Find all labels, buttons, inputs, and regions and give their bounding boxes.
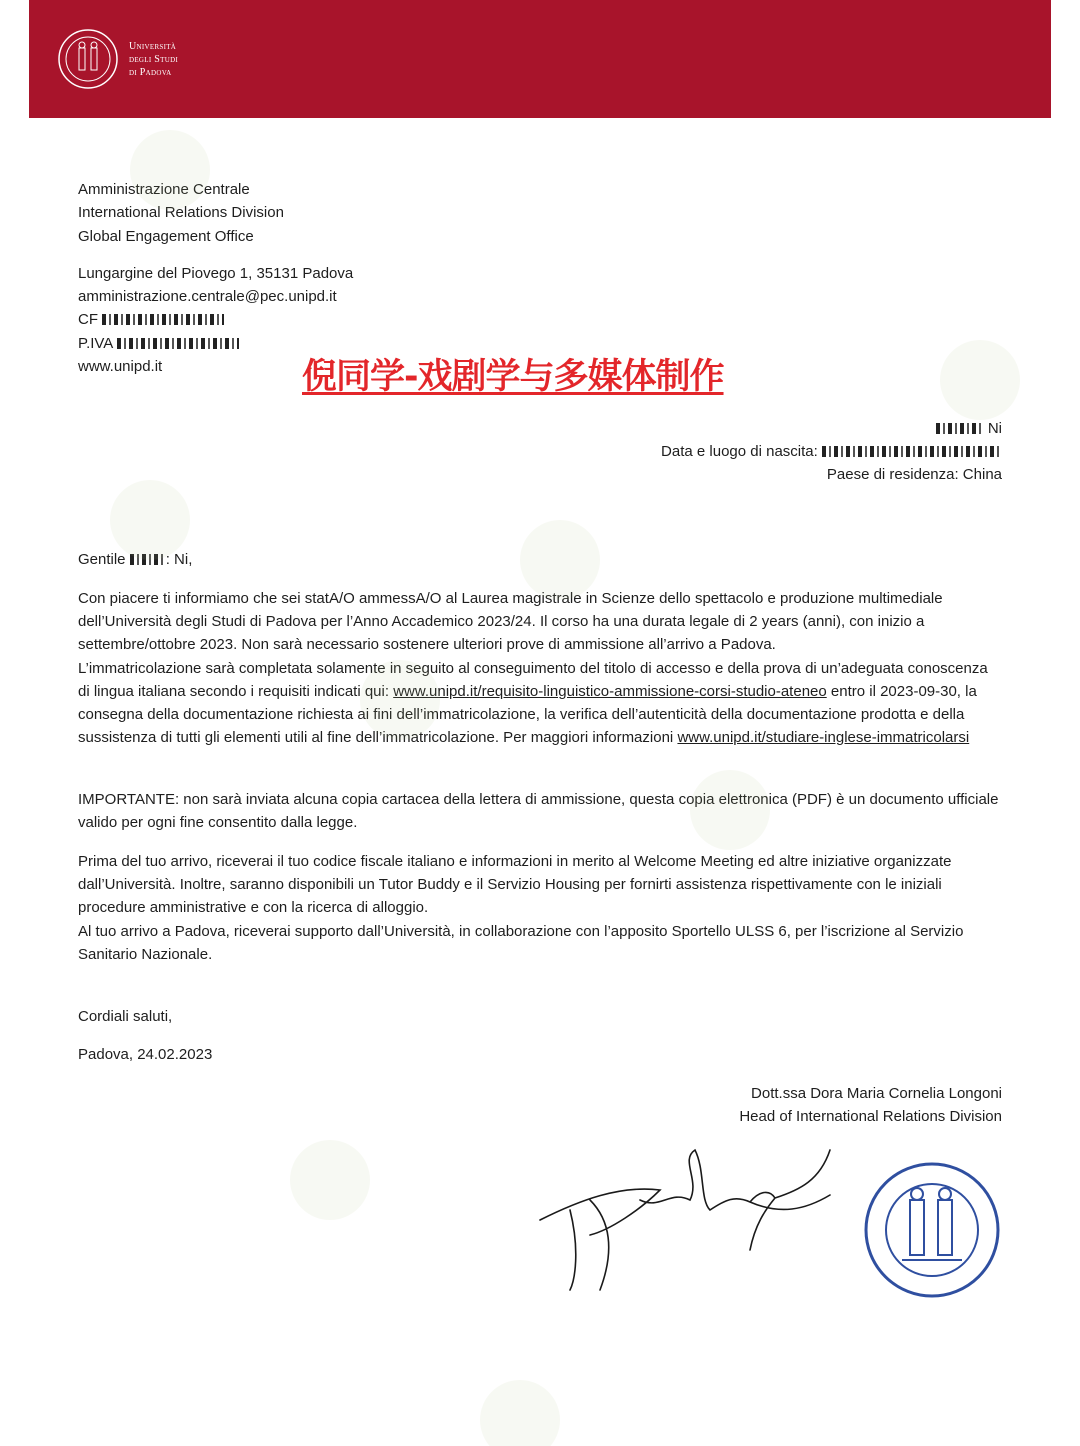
university-wordmark: Università degli Studi di Padova	[129, 41, 179, 78]
sender-cf: CF	[78, 308, 353, 331]
university-seal-stamp-icon	[862, 1160, 1002, 1300]
sender-department-line: Global Engagement Office	[78, 227, 254, 245]
important-paragraph: IMPORTANTE: non sarà inviata alcuna copia cartacea della lettera di ammissione, questa copia elettronica (PDF) è un documento ufficiale valido per ogni fine consentito dalla legge.	[78, 791, 999, 832]
arrival-paragraph: Prima del tuo arrivo, riceverai il tuo codice fiscale italiano e informazioni in merito al Welcome Meeting ed altre iniziative organizzate dall’Università. Inoltre, saranno disponibili un Tutor Buddy e il Servizio Housing per fornirti assistenza rispettivamente con le iniziali procedure amministrative e con la ricerca di alloggio. Al tuo arrivo a Padova, riceverai supporto dall’Università, in collaborazione con l’apposito Sportello ULSS 6, per l’iscrizione al Servizio Sanitario Nazionale.	[78, 853, 964, 963]
university-seal-logo-icon	[57, 28, 119, 90]
admission-paragraph: Con piacere ti informiamo che sei statA/O ammessA/O al Laurea magistrale in Scienze dello spettacolo e produzione multimediale dell’Università degli Studi di Padova per l’Anno Accademico 2023/24. Il corso ha una durata legale di 2 years (anni), con inizio a settembre/ottobre 2023. Non sarà necessario sostenere ulteriori prove di ammissione all’arrivo a Padova. L’immatricolazione sarà completata solamente in seguito al conseguimento del titolo di accesso e della prova di un’adeguata conoscenza di lingua italiana secondo i requisiti indicati qui: www.unipd.it/requisito-linguistico-ammissione-corsi-studio-ateneo entro il 2023-09-30, la consegna della documentazione richiesta ai fini dell’immatricolazione, la verifica dell’autenticità della documentazione prodotta e della sussistenza di tutti gli elementi utili al fine dell’immatricolazione. Per maggiori informazioni www.unipd.it/studiare-inglese-immatricolarsi	[78, 590, 988, 747]
enrolment-info-link[interactable]: www.unipd.it/studiare-inglese-immatricolarsi	[677, 729, 970, 747]
redacted-title	[130, 554, 166, 565]
redacted-birth-data	[822, 446, 1002, 457]
redacted-cf	[102, 314, 224, 325]
language-requirement-link[interactable]: www.unipd.it/requisito-linguistico-ammissione-corsi-studio-ateneo	[393, 682, 827, 700]
handwritten-signature-icon	[520, 1140, 840, 1300]
university-header	[29, 0, 1051, 118]
closing: Cordiali saluti,	[78, 1008, 173, 1025]
sender-piva: P.IVA	[78, 332, 353, 355]
sender-office-line: Amministrazione Centrale	[78, 181, 250, 198]
recipient-residence: Paese di residenza: China	[826, 466, 1002, 483]
greeting: Gentile : Ni,	[78, 551, 193, 568]
place-date: Padova, 24.02.2023	[78, 1046, 213, 1063]
recipient-birth: Data e luogo di nascita:	[661, 440, 1002, 463]
sender-division-line: International Relations Division	[78, 204, 284, 222]
recipient-name: Ni	[936, 417, 1002, 440]
redacted-piva	[117, 338, 239, 349]
redacted-first-name	[936, 423, 984, 434]
sender-street-address: Lungargine del Piovego 1, 35131 Padova	[78, 264, 354, 282]
sender-website: www.unipd.it	[78, 358, 163, 376]
sender-email: amministrazione.centrale@pec.unipd.it	[78, 288, 337, 306]
signatory-title: Head of International Relations Division	[739, 1108, 1002, 1125]
student-program-overlay: 倪同学-戏剧学与多媒体制作	[302, 357, 724, 397]
signatory-name: Dott.ssa Dora Maria Cornelia Longoni	[751, 1085, 1002, 1102]
